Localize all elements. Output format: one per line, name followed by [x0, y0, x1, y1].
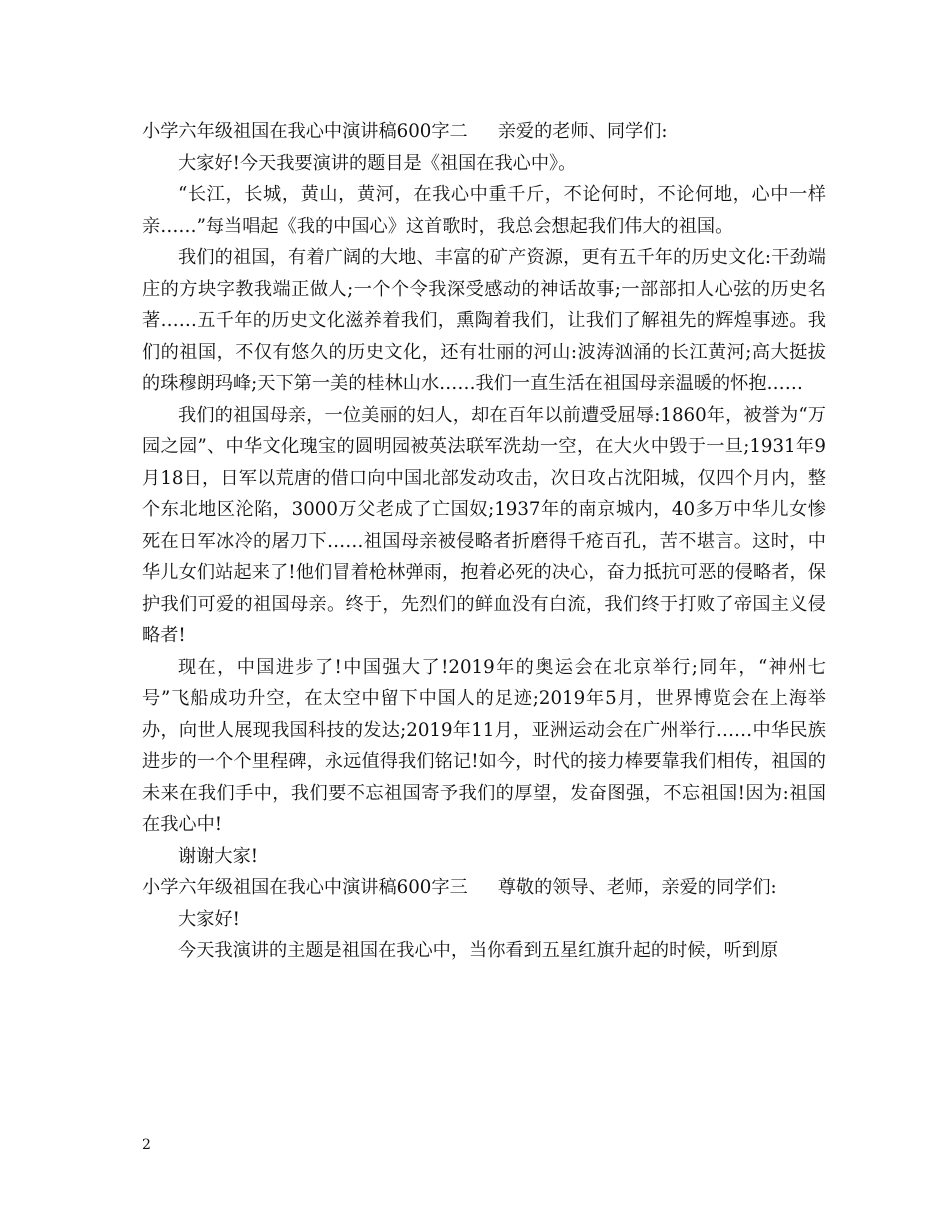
- paragraph: 今天我演讲的主题是祖国在我心中，当你看到五星红旗升起的时候，听到原: [178, 940, 779, 961]
- document-body: [142, 116, 826, 967]
- speech-heading-2: [142, 116, 826, 148]
- paragraph: 我们的祖国，有着广阔的大地、丰富的矿产资源，更有五千年的历史文化:干劲端庄的方块字教我端正做人;一个个令我深受感动的神话故事;一部部扣人心弦的历史名著……五千年的历史文化滋养着我们，熏陶着我们，让我们了解祖先的辉煌事迹。我们的祖国，不仅有悠久的历史文化，还有壮丽的河山:波涛汹涌的长江黄河;高大挺拔的珠穆朗玛峰;天下第一美的桂林山水……我们一直生活在祖国母亲温暖的怀抱……: [142, 247, 826, 394]
- speech-salutation: 亲爱的老师、同学们:: [497, 121, 668, 142]
- paragraph: 大家好!今天我要演讲的题目是《祖国在我心中》。: [178, 152, 577, 174]
- speech-title: 小学六年级祖国在我心中演讲稿600字三: [142, 877, 468, 898]
- paragraph: “长江，长城，黄山，黄河，在我心中重千斤，不论何时，不论何地，心中一样亲……”每当唱起《我的中国心》这首歌时，我总会想起我们伟大的祖国。: [142, 184, 826, 237]
- paragraph: 大家好!: [178, 908, 240, 930]
- closing-thanks: 谢谢大家!: [178, 845, 259, 867]
- speech-salutation: 尊敬的领导、老师，亲爱的同学们:: [497, 877, 777, 898]
- speech-heading-3: [142, 872, 826, 904]
- page-number: 2: [142, 1137, 151, 1153]
- paragraph: 现在，中国进步了!中国强大了!2019年的奥运会在北京举行;同年，“神州七号”飞船成功升空，在太空中留下中国人的足迹;2019年5月，世界博览会在上海举办，向世人展现我国科技的发达;2019年11月，亚洲运动会在广州举行……中华民族进步的一个个里程碑，永远值得我们铭记!如今，时代的接力棒要靠我们相传，祖国的未来在我们手中，我们要不忘祖国寄予我们的厚望，发奋图强，不忘祖国!因为:祖国在我心中!: [142, 656, 826, 835]
- speech-title: 小学六年级祖国在我心中演讲稿600字二: [142, 121, 468, 142]
- paragraph: 我们的祖国母亲，一位美丽的妇人，却在百年以前遭受屈辱:1860年，被誉为“万园之园”、中华文化瑰宝的圆明园被英法联军洗劫一空，在大火中毁于一旦;1931年9月18日，日军以荒唐的借口向中国北部发动攻击，次日攻占沈阳城，仅四个月内，整个东北地区沦陷，3000万父老成了亡国奴;1937年的南京城内，40多万中华儿女惨死在日军冰冷的屠刀下……祖国母亲被侵略者折磨得千疮百孔，苦不堪言。这时，中华儿女们站起来了!他们冒着枪林弹雨，抱着必死的决心，奋力抵抗可恶的侵略者，保护我们可爱的祖国母亲。终于，先烈们的鲜血没有白流，我们终于打败了帝国主义侵略者!: [142, 404, 826, 646]
